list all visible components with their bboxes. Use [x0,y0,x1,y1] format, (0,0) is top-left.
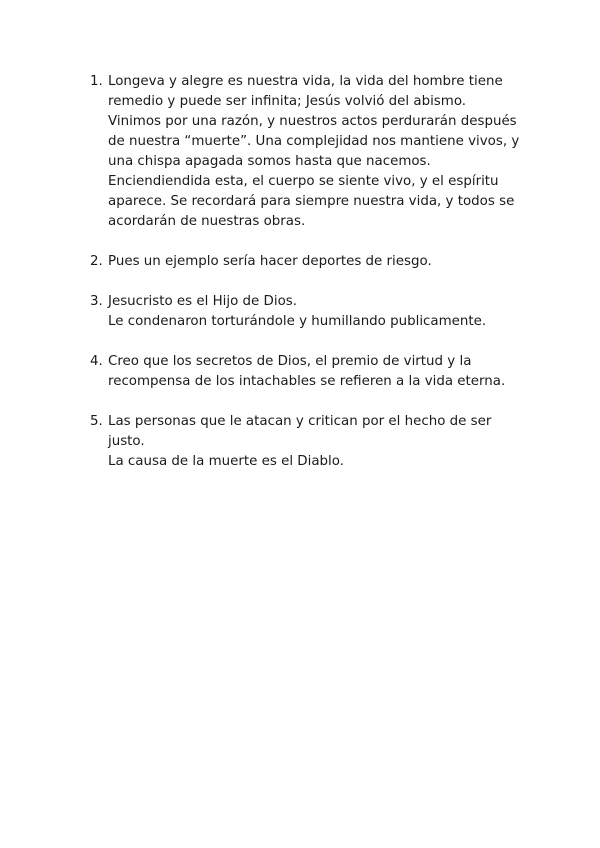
list-item [90,412,530,472]
item-line: remedio y puede ser infinita; Jesús volvió del abismo. [108,94,467,109]
item-line: Vinimos por una razón, y nuestros actos perdurarán después [108,114,517,129]
list-item [90,292,530,332]
item-line: La causa de la muerte es el Diablo. [108,454,344,469]
item-number: 5. [90,414,103,429]
answer-list [90,72,530,492]
item-line: recompensa de los intachables se refieren a la vida eterna. [108,374,506,389]
item-line: Creo que los secretos de Dios, el premio de virtud y la [108,354,472,369]
item-line: justo. [108,434,145,449]
item-number: 3. [90,294,103,309]
item-line: Le condenaron torturándole y humillando publicamente. [108,314,487,329]
item-line: Pues un ejemplo sería hacer deportes de riesgo. [108,254,432,269]
item-line: Longeva y alegre es nuestra vida, la vida del hombre tiene [108,74,503,89]
item-line: Jesucristo es el Hijo de Dios. [108,294,298,309]
list-item [90,352,530,392]
list-item [90,72,530,232]
list-item [90,252,530,272]
item-number: 1. [90,74,103,89]
item-line: de nuestra “muerte”. Una complejidad nos mantiene vivos, y [108,134,520,149]
item-line: una chispa apagada somos hasta que nacemos. [108,154,431,169]
item-line: Enciendiendida esta, el cuerpo se siente vivo, y el espíritu [108,174,499,189]
item-number: 4. [90,354,103,369]
item-line: acordarán de nuestras obras. [108,214,306,229]
item-line: Las personas que le atacan y critican por el hecho de ser [108,414,492,429]
item-line: aparece. Se recordará para siempre nuestra vida, y todos se [108,194,515,209]
item-number: 2. [90,254,103,269]
